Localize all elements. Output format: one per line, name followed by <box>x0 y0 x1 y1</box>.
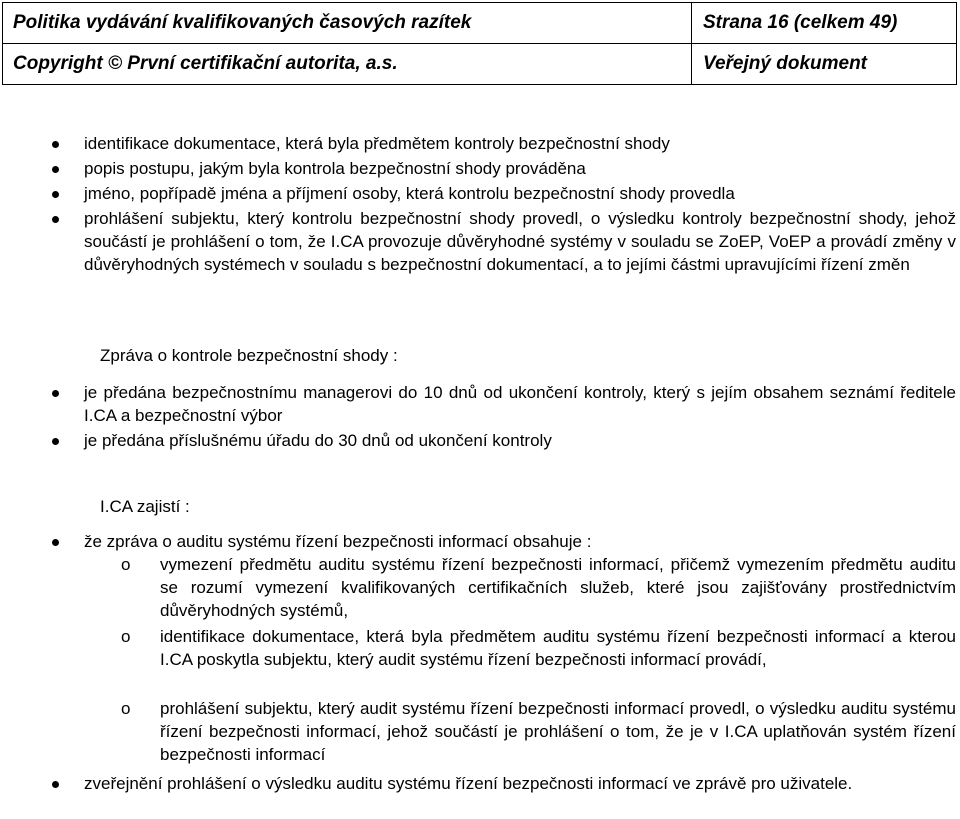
document-title: Politika vydávání kvalifikovaných časových razítek <box>13 12 472 33</box>
classification: Veřejný dokument <box>703 53 868 74</box>
sub-list-item: o vymezení předmětu auditu systému řízení bezpečnosti informací, přičemž vymezením předmětu auditu se rozumí vymezení kvalifikovaných certifikačních služeb, které jsou zajišťovány prostřednictvím důvěryhodných systémů, <box>121 555 956 620</box>
list-item: je předána bezpečnostnímu managerovi do 10 dnů od ukončení kontroly, který s jejím obsahem seznámí ředitele I.CA a bezpečnostní výbor <box>84 381 956 427</box>
bullet-icon <box>52 390 59 397</box>
list-item: prohlášení subjektu, který kontrolu bezpečnostní shody provedl, o výsledku kontroly bezpečnostní shody, jehož součástí je prohlášení o tom, že I.CA provozuje důvěryhodné systémy v souladu se ZoEP, VoEP a provádí změny v důvěryhodných systémech v souladu s bezpečnostní dokumentací, a to jejími částmi upravujícími řízení změn <box>84 207 956 276</box>
header-row-copyright <box>3 44 956 84</box>
list-item: je předána příslušnému úřadu do 30 dnů od ukončení kontroly <box>84 429 956 452</box>
header-row-title <box>3 3 956 44</box>
circle-bullet-icon: o <box>121 627 131 646</box>
circle-bullet-icon: o <box>121 699 131 718</box>
report-heading: Zpráva o kontrole bezpečnostní shody : <box>100 346 398 365</box>
list-item: zveřejnění prohlášení o výsledku auditu systému řízení bezpečnosti informací ve zprávě pro uživatele. <box>84 772 956 795</box>
sub-list-item: o prohlášení subjektu, který audit systému řízení bezpečnosti informací provedl, o výsledku auditu systému řízení bezpečnosti informací, jehož součástí je prohlášení o tom, že je v I.CA uplatňován systém řízení bezpečnosti informací <box>121 699 956 764</box>
page-number: Strana 16 (celkem 49) <box>703 12 898 33</box>
bullet-icon <box>52 191 59 198</box>
list-item: popis postupu, jakým byla kontrola bezpečnostní shody prováděna <box>84 157 956 180</box>
circle-bullet-icon: o <box>121 555 131 574</box>
bullet-icon <box>52 141 59 148</box>
bullet-icon <box>52 539 59 546</box>
page-header <box>2 2 957 85</box>
ica-heading: I.CA zajistí : <box>100 497 190 516</box>
copyright: Copyright © První certifikační autorita, a.s. <box>13 53 398 74</box>
list-item: identifikace dokumentace, která byla předmětem kontroly bezpečnostní shody <box>84 132 956 155</box>
sub-list-item: o identifikace dokumentace, která byla předmětem auditu systému řízení bezpečnosti informací a kterou I.CA poskytla subjektu, který audit systému řízení bezpečnosti informací provádí, <box>121 627 956 669</box>
list-item: že zpráva o auditu systému řízení bezpečnosti informací obsahuje : <box>84 530 956 553</box>
bullet-icon <box>52 438 59 445</box>
bullet-icon <box>52 166 59 173</box>
bullet-icon <box>52 781 59 788</box>
list-item: jméno, popřípadě jména a příjmení osoby, která kontrolu bezpečnostní shody provedla <box>84 182 956 205</box>
bullet-icon <box>52 216 59 223</box>
